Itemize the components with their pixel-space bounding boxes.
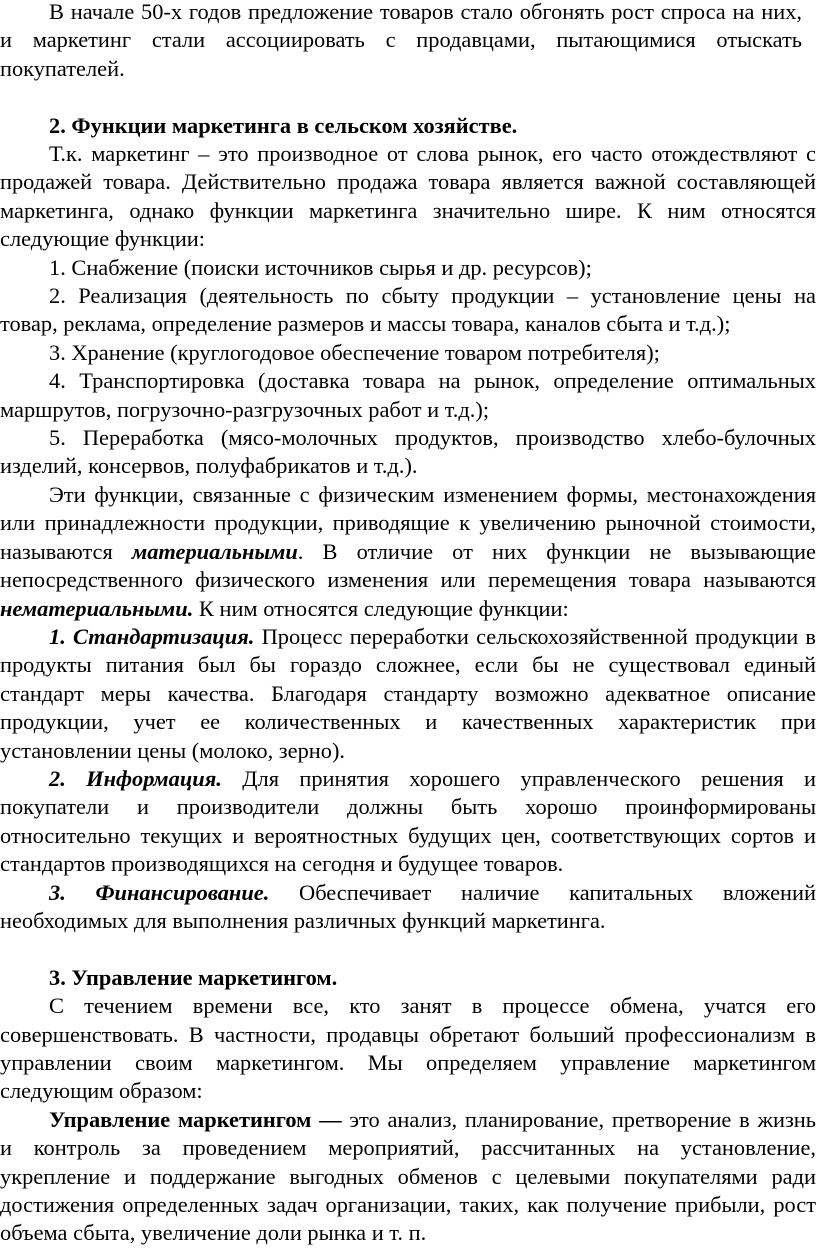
term-nonmaterial: нематериальными.: [0, 595, 194, 621]
function-text: Для принятия хорошего управленческого решения и покупатели и производители должны быть хорошо проинформированы относительно текущих и вероятностных будущих цен, соответствующих сортов и стандартов производящихся на сегодня и будущее товаров.: [0, 765, 816, 877]
function-information: [0, 765, 816, 879]
function-title: 2. Информация.: [49, 765, 222, 791]
text-run: Эти функции, связанные с физическим изменением формы, местонахождения или принадлежности продукции, приводящие к увеличению рыночной стоимости, называются: [0, 481, 816, 564]
function-text: Обеспечивает наличие капитальных вложений необходимых для выполнения различных функций маркетинга.: [0, 879, 816, 933]
spacer: [0, 83, 816, 111]
section-2-heading: 2. Функции маркетинга в сельском хозяйстве.: [49, 112, 518, 138]
list-item-sales: 2. Реализация (деятельность по сбыту продукции – установление цены на товар, реклама, определение размеров и массы товара, каналов сбыта и т.д.);: [0, 283, 816, 337]
spacer: [0, 935, 816, 963]
function-standardization: [0, 623, 816, 765]
text-run: . В отличие от них функции не вызывающие непосредственного физического изменения или перемещения товара называются: [0, 538, 816, 593]
definition-text: это анализ, планирование, претворение в жизнь и контроль за проведением мероприятий, рассчитанных на установление, укрепление и поддержание выгодных обменов с целевыми покупателями ради достижения определенных задач организации, таких, как получение прибыли, рост объема сбыта, увеличение доли рынка и т. п.: [0, 1106, 816, 1246]
term-marketing-management: Управление маркетингом —: [49, 1106, 342, 1132]
term-material: материальными: [131, 538, 298, 564]
function-title: 1. Стандартизация.: [49, 623, 255, 649]
text-run: К ним относятся следующие функции:: [193, 595, 569, 621]
list-item-supply: 1. Снабжение (поиски источников сырья и др. ресурсов);: [49, 254, 592, 280]
section-3-heading: 3. Управление маркетингом.: [49, 964, 338, 990]
definition-paragraph: Т.к. маркетинг – это производное от слова рынок, его часто отождествляют с продажей товара. Действительно продажа товара является важной составляющей маркетинга, однако функции маркетинга значительно шире. К ним относятся следующие функции:: [0, 141, 816, 252]
list-item-storage: 3. Хранение (круглогодовое обеспечение товаром потребителя);: [49, 339, 660, 365]
management-paragraph: С течением времени все, кто занят в процессе обмена, учатся его совершенствовать. В частности, продавцы обретают больший профессионализм в управлении своим маркетингом. Мы определяем управление маркетингом следующим образом:: [0, 993, 816, 1104]
material-functions-paragraph: [0, 481, 816, 623]
management-definition-paragraph: [0, 1106, 816, 1248]
function-text: Процесс переработки сельскохозяйственной продукции в продукты питания был бы гораздо сложнее, если бы не существовал единый стандарт меры качества. Благодаря стандарту возможно адекватное описание продукции, учет ее количественных и качественных характеристик при установлении цены (молоко, зерно).: [0, 623, 816, 763]
intro-paragraph: В начале 50-х годов предложение товаров стало обгонять рост спроса на них, и маркетинг стали ассоциировать с продавцами, пытающимися отыскать покупателей.: [0, 0, 802, 81]
list-item-transport: 4. Транспортировка (доставка товара на рынок, определение оптимальных маршрутов, погрузочно-разгрузочных работ и т.д.);: [0, 368, 816, 422]
function-financing: [0, 879, 816, 936]
function-title: 3. Финансирование.: [49, 879, 270, 905]
list-item-processing: 5. Переработка (мясо-молочных продуктов, производство хлебо-булочных изделий, консервов, полуфабрикатов и т.д.).: [0, 425, 816, 479]
